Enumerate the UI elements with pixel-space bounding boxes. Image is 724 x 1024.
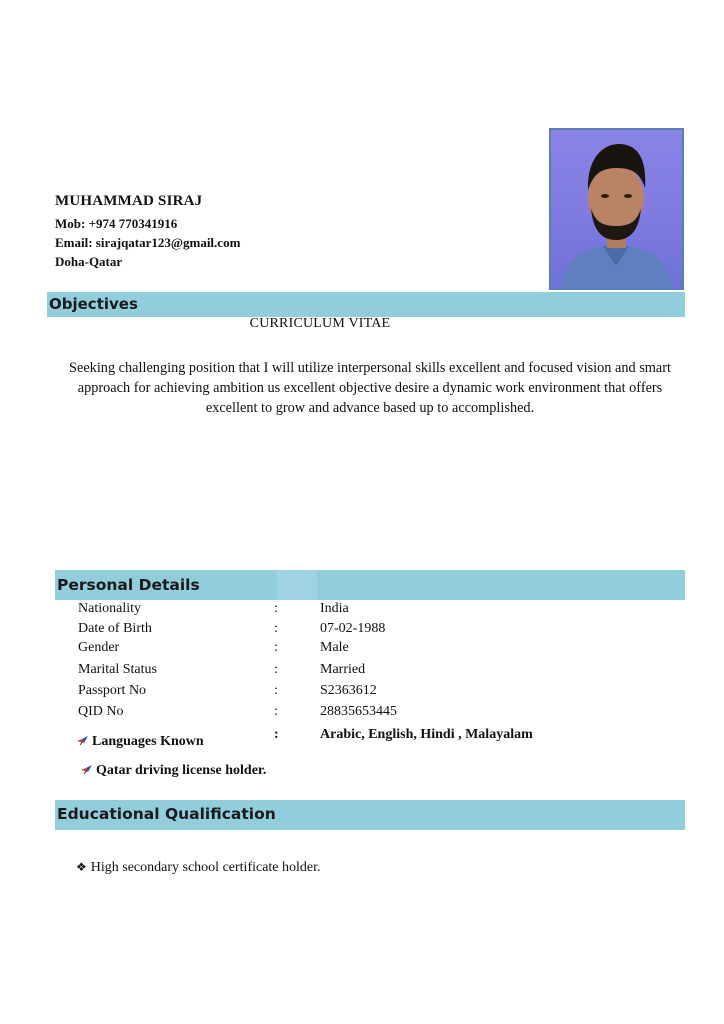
section-header-education: Educational Qualification (55, 800, 685, 830)
pin-bullet-icon (80, 763, 94, 775)
education-item: ❖ High secondary school certificate holder. (76, 860, 321, 875)
diamond-bullet-icon: ❖ (76, 860, 87, 874)
profile-photo (549, 128, 684, 290)
candidate-name: MUHAMMAD SIRAJ (55, 193, 203, 209)
section-title: Personal Details (57, 576, 200, 594)
cv-title: CURRICULUM VITAE (249, 316, 391, 331)
objective-paragraph: Seeking challenging position that I will utilize interpersonal skills excellent and focused vision and smart approach for achieving ambition us excellent objective desire a dynamic work environment that offers excellent to grow and advance based up to accomplished. (69, 360, 671, 416)
person-portrait-icon (551, 130, 682, 288)
section-header-objectives: Objectives (47, 292, 685, 317)
section-header-personal-details (55, 570, 685, 600)
email-address: Email: sirajqatar123@gmail.com (55, 235, 241, 250)
pin-bullet-icon (76, 734, 90, 746)
location: Doha-Qatar (55, 254, 123, 269)
mobile-number: Mob: +974 770341916 (55, 216, 178, 231)
